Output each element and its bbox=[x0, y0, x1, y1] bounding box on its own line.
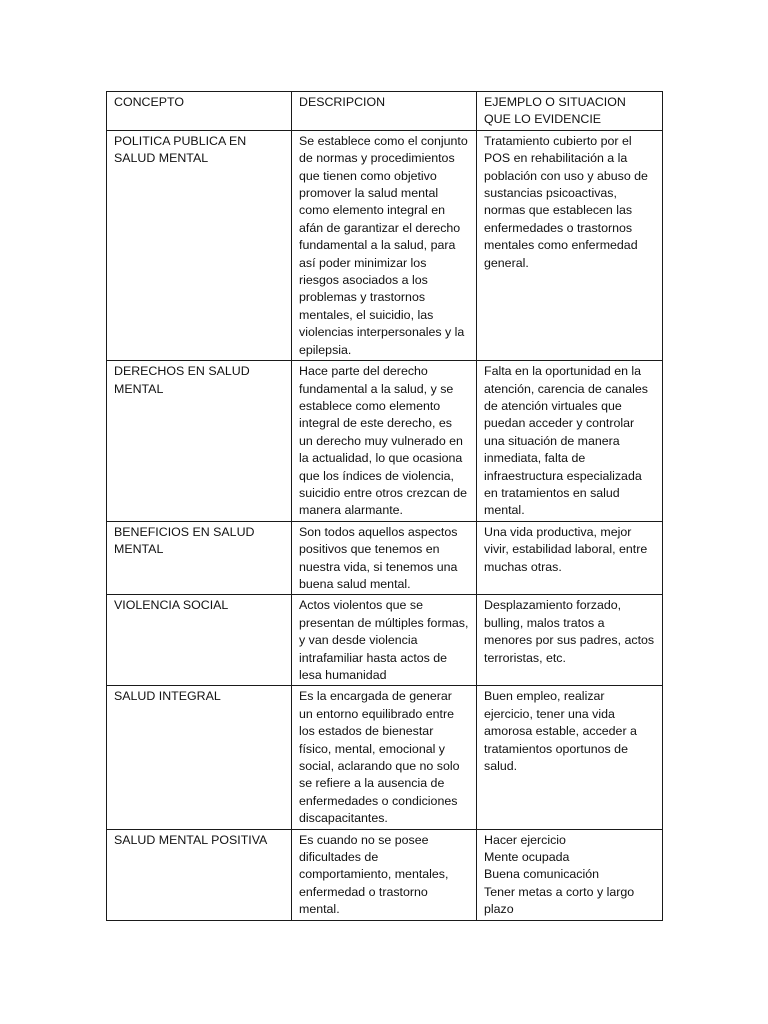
cell-concepto: DERECHOS EN SALUD MENTAL bbox=[107, 361, 292, 522]
table-row bbox=[107, 595, 663, 686]
table-row bbox=[107, 829, 663, 920]
cell-ejemplo: Falta en la oportunidad en la atención, carencia de canales de atención virtuales que puedan acceder y controlar una situación de manera inmediata, falta de infraestructura especializada en tratamientos en salud mental. bbox=[477, 361, 663, 522]
cell-descripcion: Hace parte del derecho fundamental a la salud, y se establece como elemento integral de este derecho, es un derecho muy vulnerado en la actualidad, lo que ocasiona que los índices de violencia, suicidio entre otros crezcan de manera alarmante. bbox=[292, 361, 477, 522]
cell-concepto: BENEFICIOS EN SALUD MENTAL bbox=[107, 521, 292, 595]
table-header-row bbox=[107, 92, 663, 131]
cell-descripcion: Se establece como el conjunto de normas y procedimientos que tienen como objetivo promover la salud mental como elemento integral en afán de garantizar el derecho fundamental a la salud, para así poder minimizar los riesgos asociados a los problemas y trastornos mentales, el suicidio, las violencias interpersonales y la epilepsia. bbox=[292, 130, 477, 360]
cell-ejemplo: Tratamiento cubierto por el POS en rehabilitación a la población con uso y abuso de sustancias psicoactivas, normas que establecen las enfermedades o trastornos mentales como enfermedad general. bbox=[477, 130, 663, 360]
table-row bbox=[107, 686, 663, 829]
table-row bbox=[107, 130, 663, 360]
cell-concepto: VIOLENCIA SOCIAL bbox=[107, 595, 292, 686]
header-descripcion: DESCRIPCION bbox=[292, 92, 477, 131]
cell-ejemplo: Buen empleo, realizar ejercicio, tener una vida amorosa estable, acceder a tratamientos oportunos de salud. bbox=[477, 686, 663, 829]
cell-concepto: SALUD MENTAL POSITIVA bbox=[107, 829, 292, 920]
cell-descripcion: Es la encargada de generar un entorno equilibrado entre los estados de bienestar físico, mental, emocional y social, aclarando que no solo se refiere a la ausencia de enfermedades o condiciones discapacitantes. bbox=[292, 686, 477, 829]
cell-ejemplo: Desplazamiento forzado, bulling, malos tratos a menores por sus padres, actos terroristas, etc. bbox=[477, 595, 663, 686]
header-concepto: CONCEPTO bbox=[107, 92, 292, 131]
cell-ejemplo: Hacer ejercicio Mente ocupada Buena comunicación Tener metas a corto y largo plazo bbox=[477, 829, 663, 920]
cell-ejemplo: Una vida productiva, mejor vivir, estabilidad laboral, entre muchas otras. bbox=[477, 521, 663, 595]
header-ejemplo: EJEMPLO O SITUACION QUE LO EVIDENCIE bbox=[477, 92, 663, 131]
cell-descripcion: Es cuando no se posee dificultades de comportamiento, mentales, enfermedad o trastorno mental. bbox=[292, 829, 477, 920]
cell-descripcion: Son todos aquellos aspectos positivos que tenemos en nuestra vida, si tenemos una buena salud mental. bbox=[292, 521, 477, 595]
concepts-table bbox=[106, 91, 663, 921]
table-row bbox=[107, 521, 663, 595]
cell-concepto: SALUD INTEGRAL bbox=[107, 686, 292, 829]
cell-concepto: POLITICA PUBLICA EN SALUD MENTAL bbox=[107, 130, 292, 360]
cell-descripcion: Actos violentos que se presentan de múltiples formas, y van desde violencia intrafamiliar hasta actos de lesa humanidad bbox=[292, 595, 477, 686]
table-row bbox=[107, 361, 663, 522]
